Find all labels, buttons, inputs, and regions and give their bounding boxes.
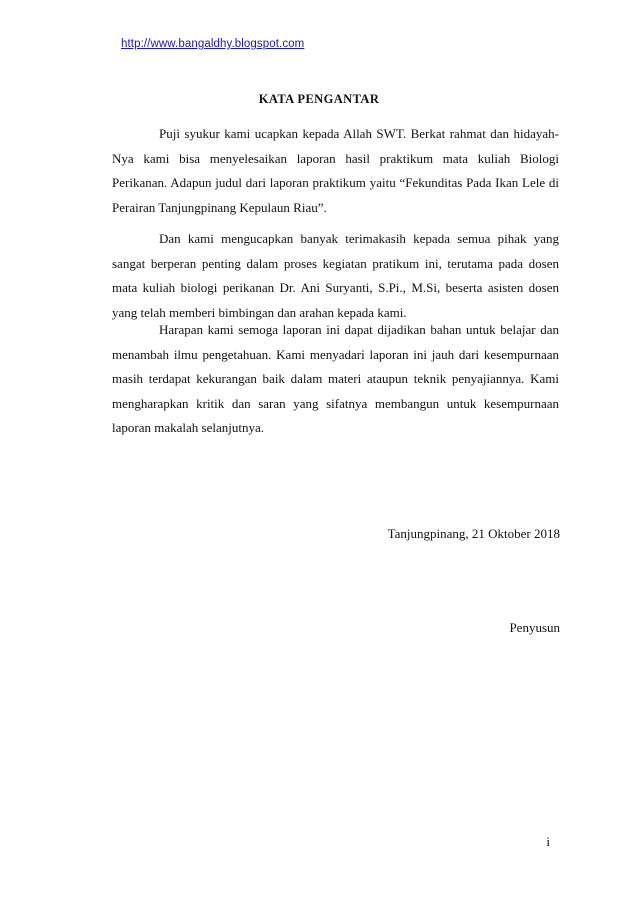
paragraph-block-3 (112, 318, 559, 441)
page-title: KATA PENGANTAR (258, 92, 380, 106)
page-number: i (546, 834, 550, 849)
paragraph-block-2 (112, 227, 559, 325)
paragraph-1: Puji syukur kami ucapkan kepada Allah SWT. Berkat rahmat dan hidayah-Nya kami bisa menyelesaikan laporan hasil praktikum mata kuliah Biologi Perikanan. Adapun judul dari laporan praktikum yaitu “Fekunditas Pada Ikan Lele di Perairan Tanjungpinang Kepulaun Riau”. (112, 126, 559, 215)
paragraph-block-1 (112, 122, 559, 220)
paragraph-3: Harapan kami semoga laporan ini dapat dijadikan bahan untuk belajar dan menambah ilmu pengetahuan. Kami menyadari laporan ini jauh dari kesempurnaan masih terdapat kekurangan baik dalam materi ataupun teknik penyajiannya. Kami mengharapkan kritik dan saran yang sifatnya membangun untuk kesempurnaan laporan makalah selanjutnya. (112, 322, 559, 435)
place-date: Tanjungpinang, 21 Oktober 2018 (387, 526, 560, 541)
header-blog-link[interactable]: http://www.bangaldhy.blogspot.com (121, 38, 305, 50)
author-signature-label: Penyusun (509, 620, 560, 635)
paragraph-2: Dan kami mengucapkan banyak terimakasih kepada semua pihak yang sangat berperan penting dalam proses kegiatan pratikum ini, terutama pada dosen mata kuliah biologi perikanan Dr. Ani Suryanti, S.Pi., M.Si, beserta asisten dosen yang telah memberi bimbingan dan arahan kepada kami. (112, 231, 559, 320)
